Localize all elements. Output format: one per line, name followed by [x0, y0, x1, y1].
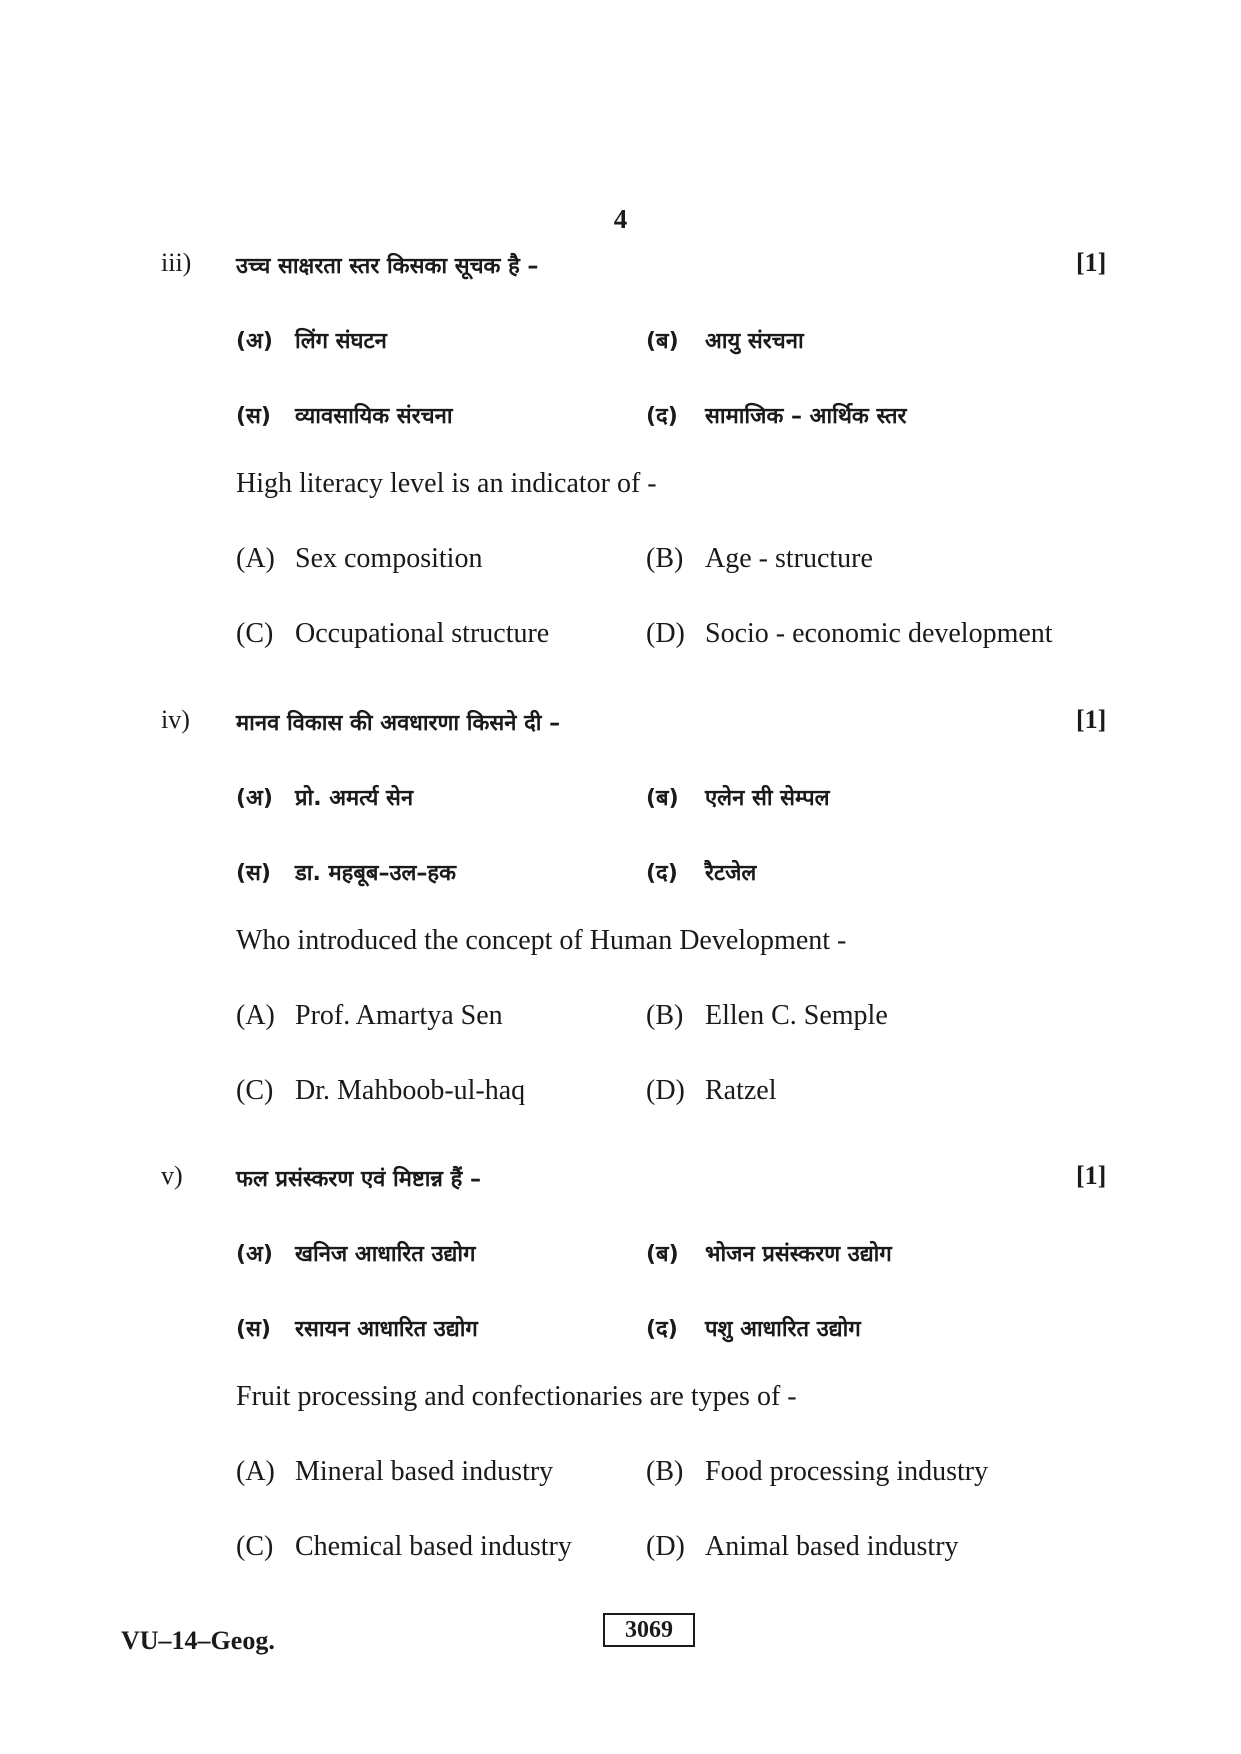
option-text-hindi: व्यावसायिक संरचना [295, 404, 453, 429]
question-marks: [1] [1076, 248, 1107, 277]
option-text-english: Chemical based industry [295, 1531, 572, 1562]
option-label-english: (B) [646, 1456, 684, 1487]
page-number: 4 [613, 204, 628, 234]
question-text-english: High literacy level is an indicator of - [236, 468, 657, 499]
option-label-english: (D) [646, 1531, 685, 1562]
option-text-english: Sex composition [295, 543, 483, 574]
option-text-english: Age - structure [705, 543, 873, 574]
option-label-english: (A) [236, 1000, 275, 1031]
option-label-english: (B) [646, 1000, 684, 1031]
option-text-english: Mineral based industry [295, 1456, 554, 1487]
question-marks: [1] [1076, 705, 1107, 734]
option-text-english: Occupational structure [295, 618, 550, 649]
option-label-english: (C) [236, 1075, 274, 1106]
question-marks: [1] [1076, 1161, 1107, 1190]
option-text-hindi: एलेन सी सेम्पल [705, 786, 830, 811]
booklet-code-box: 3069 [603, 1613, 695, 1647]
option-text-hindi: रैटजेल [705, 861, 757, 886]
option-text-hindi: पशु आधारित उद्योग [705, 1317, 861, 1342]
option-text-english: Animal based industry [705, 1531, 959, 1562]
option-label-english: (A) [236, 1456, 275, 1487]
option-label-hindi: (द) [646, 404, 678, 429]
question-text-hindi: फल प्रसंस्करण एवं मिष्टान्न हैं – [236, 1167, 481, 1192]
option-text-english: Ratzel [705, 1075, 777, 1106]
option-label-hindi: (अ) [236, 786, 273, 811]
option-label-hindi: (स) [236, 1317, 271, 1342]
option-text-hindi: डा. महबूब–उल–हक [295, 861, 456, 886]
question-text-hindi: उच्च साक्षरता स्तर किसका सूचक है – [236, 254, 539, 279]
option-label-hindi: (अ) [236, 1242, 273, 1267]
option-text-hindi: खनिज आधारित उद्योग [295, 1242, 476, 1267]
option-label-english: (A) [236, 543, 275, 574]
question-text-english: Who introduced the concept of Human Development - [236, 925, 847, 956]
option-text-english: Dr. Mahboob-ul-haq [295, 1075, 526, 1106]
option-label-english: (D) [646, 618, 685, 649]
question-number: iii) [161, 248, 192, 277]
option-text-english: Ellen C. Semple [705, 1000, 888, 1031]
option-label-hindi: (स) [236, 404, 271, 429]
option-label-hindi: (ब) [646, 786, 679, 811]
option-label-english: (C) [236, 618, 274, 649]
option-text-english: Food processing industry [705, 1456, 989, 1487]
question-text-hindi: मानव विकास की अवधारणा किसने दी – [236, 711, 561, 736]
option-text-hindi: सामाजिक – आर्थिक स्तर [705, 404, 907, 429]
option-label-hindi: (द) [646, 1317, 678, 1342]
option-text-english: Prof. Amartya Sen [295, 1000, 503, 1031]
question-number: iv) [161, 705, 190, 734]
option-label-english: (B) [646, 543, 684, 574]
option-text-hindi: लिंग संघटन [295, 329, 387, 354]
question-number: v) [161, 1161, 183, 1190]
option-text-english: Socio - economic development [705, 618, 1053, 649]
option-text-hindi: भोजन प्रसंस्करण उद्योग [705, 1242, 892, 1267]
paper-code: VU–14–Geog. [121, 1626, 275, 1655]
option-label-hindi: (ब) [646, 329, 679, 354]
option-label-english: (D) [646, 1075, 685, 1106]
option-label-hindi: (द) [646, 861, 678, 886]
option-label-english: (C) [236, 1531, 274, 1562]
option-label-hindi: (ब) [646, 1242, 679, 1267]
option-text-hindi: रसायन आधारित उद्योग [295, 1317, 478, 1342]
option-label-hindi: (स) [236, 861, 271, 886]
option-label-hindi: (अ) [236, 329, 273, 354]
option-text-hindi: प्रो. अमर्त्य सेन [295, 786, 414, 811]
question-text-english: Fruit processing and confectionaries are types of - [236, 1381, 797, 1412]
option-text-hindi: आयु संरचना [705, 329, 804, 354]
